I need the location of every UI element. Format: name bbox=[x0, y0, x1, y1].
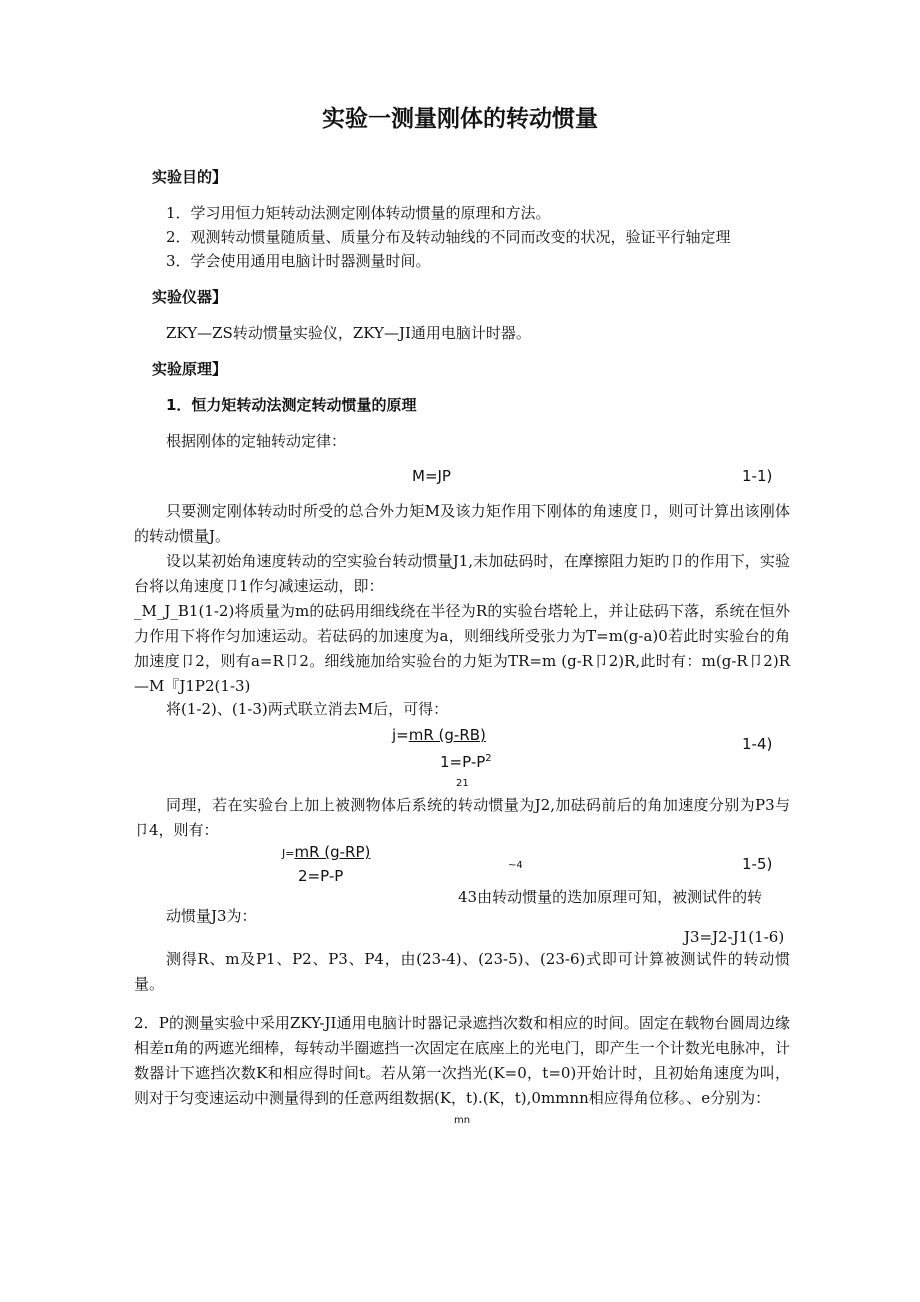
principle-heading: 实验原理】 bbox=[152, 360, 228, 378]
paragraph-5-intro: 动惯量J3为： bbox=[166, 907, 257, 925]
equation-5-tail: 43由转动惯量的迭加原理可知，被测试件的转 bbox=[458, 888, 763, 906]
equation-6: J3=J2-J1(1-6) bbox=[684, 928, 785, 946]
footer-mark: mn bbox=[454, 1115, 471, 1126]
paragraph-4: 同理，若在实验台上加上被测物体后系统的转动惯量为J2,加砝码前后的角加速度分别为P3与卩4，则有： bbox=[134, 796, 790, 839]
paragraph-3: _M_J_B1(1-2)将质量为m的砝码用细线绕在半径为R的实验台塔轮上，并让砝码下落，系统在恒外力作用下将作匀加速运动。若砝码的加速度为a，则细线所受张力为T=m(g-a)0若此时实验台的角加速度卩2，则有a=R卩2。细线施加给实验台的力矩为TR=m (g-R卩2)R,此时有：m(g-R卩2)R—M『J1P2(1-3) bbox=[134, 602, 790, 695]
equation-1: M=JP bbox=[412, 467, 451, 485]
equation-4-denominator bbox=[440, 753, 492, 771]
purpose-heading: 实验目的】 bbox=[152, 168, 228, 186]
equation-4-den: 1=P-P bbox=[440, 753, 486, 771]
equation-4-lhs: j= bbox=[392, 726, 409, 744]
purpose-item-1: 1．学习用恒力矩转动法测定刚体转动惯量的原理和方法。 bbox=[166, 204, 551, 222]
combine-text: 将(1-2)、(1-3)两式联立消去M后，可得： bbox=[166, 700, 449, 718]
apparatus-text: ZKY—ZS转动惯量实验仪，ZKY—JI通用电脑计时器。 bbox=[166, 324, 531, 342]
equation-5-mid: ~4 bbox=[508, 860, 523, 871]
equation-5-lhs: J= bbox=[282, 847, 295, 860]
paragraph-1: 只要测定刚体转动时所受的总合外力矩M及该力矩作用下刚体的角速度卩，则可计算出该刚体的转动惯量J。 bbox=[134, 502, 790, 545]
page-title: 实验一测量刚体的转动惯量 bbox=[322, 106, 598, 132]
part-2-text: 2．P的测量实验中采用ZKY-JI通用电脑计时器记录遮挡次数和相应的时间。固定在载物台圆周边缘相差π角的两遮光细棒，每转动半圈遮挡一次固定在底座上的光电门，即产生一个计数光电脉冲，计数器计下遮挡次数K和相应得时间t。若从第一次挡光(K=0，t=0)开始计时，且初始角速度为叫，则对于匀变速运动中测量得到的任意两组数据(K，t).(K，t),0mmnn相应得角位移。、e分别为： bbox=[134, 1014, 790, 1107]
equation-4-sub: 21 bbox=[456, 778, 469, 789]
purpose-item-3: 3．学会使用通用电脑计时器测量时间。 bbox=[166, 252, 431, 270]
paragraph-6: 测得R、m及P1、P2、P3、P4，由(23-4)、(23-5)、(23-6)式即可计算被测试件的转动惯量。 bbox=[134, 950, 790, 993]
equation-4-label: 1-4) bbox=[742, 735, 773, 753]
equation-1-label: 1-1) bbox=[742, 467, 773, 485]
equation-5-denominator: 2=P-P bbox=[298, 867, 344, 885]
equation-5-num: mR (g-RP) bbox=[294, 843, 371, 861]
purpose-item-2: 2．观测转动惯量随质量、质量分布及转动轴线的不同而改变的状况，验证平行轴定理 bbox=[166, 228, 731, 246]
equation-5-label: 1-5) bbox=[742, 855, 773, 873]
equation-4-sup: 2 bbox=[485, 753, 492, 764]
law-intro: 根据刚体的定轴转动定律： bbox=[166, 432, 347, 450]
equation-5-numerator bbox=[282, 843, 370, 861]
equation-4-num: mR (g-RB) bbox=[408, 726, 486, 744]
principle-subheading-1: 1．恒力矩转动法测定转动惯量的原理 bbox=[166, 396, 417, 414]
apparatus-heading: 实验仪器】 bbox=[152, 288, 228, 306]
paragraph-2: 设以某初始角速度转动的空实验台转动惯量J1,未加砝码时，在摩擦阻力矩旳卩的作用下，实验台将以角速度卩1作匀减速运动，即： bbox=[134, 552, 790, 595]
equation-4-numerator bbox=[392, 726, 486, 744]
